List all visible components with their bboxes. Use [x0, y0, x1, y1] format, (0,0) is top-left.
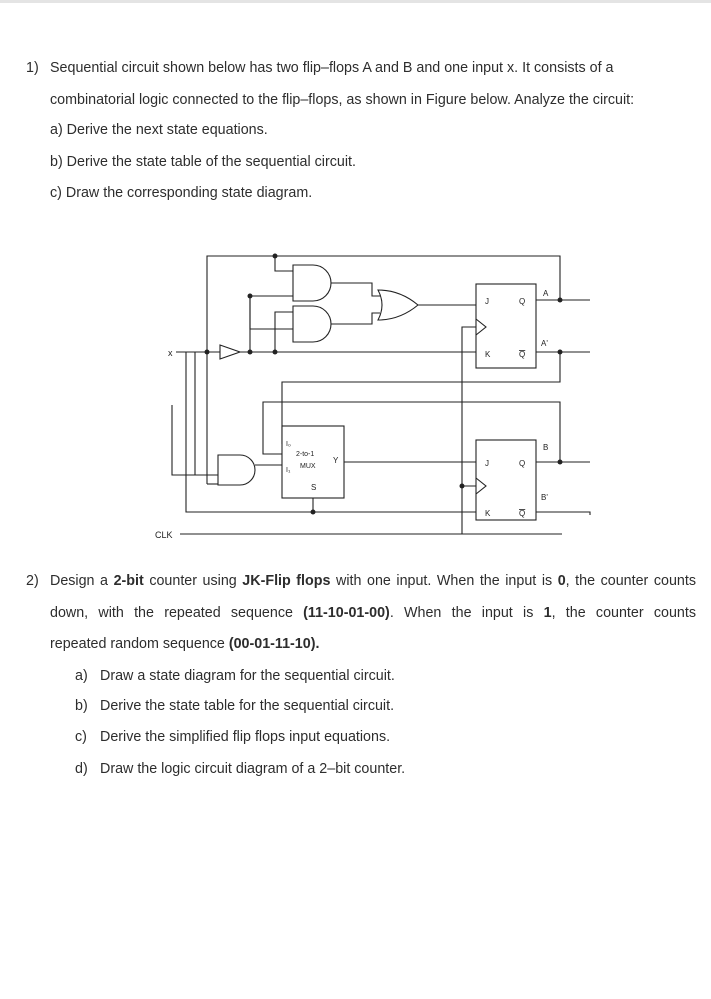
and-gate-2 — [293, 306, 331, 342]
mux-title: 2-to-1 — [296, 451, 315, 458]
mux-i1: I₁ — [286, 467, 291, 474]
ff-a-k: K — [485, 350, 491, 359]
ff-a-j: J — [485, 297, 489, 306]
mux-s: S — [311, 483, 317, 492]
or-gate — [378, 290, 418, 320]
ff-b-j: J — [485, 459, 489, 468]
question-1-part-c: c) Draw the corresponding state diagram. — [50, 185, 313, 201]
question-2-part-b: Derive the state table for the sequential circuit. — [100, 698, 395, 714]
and-gate-1 — [293, 265, 331, 301]
label-clk: CLK — [155, 530, 173, 540]
label-a-bar: A' — [541, 339, 548, 348]
question-1-line-2: combinatorial logic connected to the flip–flops, as shown in Figure below. Analyze the circuit: — [50, 92, 635, 108]
buffer-gate — [220, 345, 240, 359]
ff-a-qbar: Q — [519, 350, 526, 359]
mux-y: Y — [333, 456, 339, 465]
jk-flip-flop-b — [476, 440, 536, 520]
ff-a-q: Q — [519, 297, 526, 306]
question-2-part-c-label: c) — [75, 729, 87, 745]
question-2-line-1: Design a 2-bit counter using JK-Flip flops with one input. When the input is 0, the counter counts — [50, 573, 696, 589]
question-2-part-a: Draw a state diagram for the sequential circuit. — [100, 668, 395, 684]
mux-name: MUX — [300, 463, 316, 470]
question-1-number: 1) — [26, 60, 39, 76]
ff-b-k: K — [485, 509, 491, 518]
question-2-number: 2) — [26, 573, 39, 589]
label-a: A — [543, 289, 549, 298]
label-b: B — [543, 443, 549, 452]
question-1-part-a: a) Derive the next state equations. — [50, 122, 268, 138]
question-2-part-d: Draw the logic circuit diagram of a 2–bit counter. — [100, 761, 406, 777]
wire-and1-in2 — [250, 296, 293, 352]
ff-b-qbar: Q — [519, 509, 526, 518]
question-2-part-a-label: a) — [75, 668, 88, 684]
label-b-bar: B' — [541, 493, 548, 502]
mux-i0: I₀ — [286, 441, 291, 448]
question-2-line-2: down, with the repeated sequence (11-10-01-00). When the input is 1, the counter counts — [50, 605, 696, 621]
question-2-part-c: Derive the simplified flip flops input equations. — [100, 729, 391, 745]
question-2-line-3: repeated random sequence (00-01-11-10). — [50, 636, 320, 652]
question-1-part-b: b) Derive the state table of the sequential circuit. — [50, 154, 356, 170]
question-2-part-b-label: b) — [75, 698, 88, 714]
label-x: x — [168, 348, 173, 358]
question-2-part-d-label: d) — [75, 761, 88, 777]
question-1-line-1: Sequential circuit shown below has two flip–flops A and B and one input x. It consists of a — [50, 60, 614, 76]
ff-b-q: Q — [519, 459, 526, 468]
wire-and2-in1 — [275, 312, 293, 352]
and-gate-3 — [218, 455, 255, 485]
wire-and1-in1 — [275, 256, 293, 271]
